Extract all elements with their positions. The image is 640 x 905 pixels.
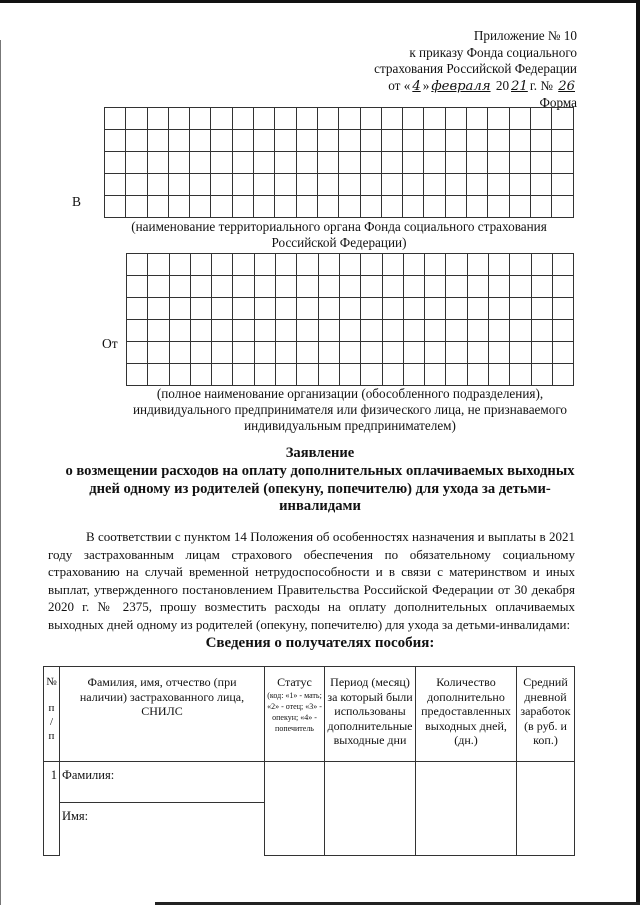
scan-border-top (0, 0, 640, 3)
grid-cell[interactable] (232, 130, 253, 152)
grid-cell[interactable] (531, 342, 552, 364)
grid-cell[interactable] (489, 298, 510, 320)
grid-cell[interactable] (339, 364, 360, 386)
sender-caption: (полное наименование организации (обособленного подразделения), индивидуального предпринимателя или физического лица, не признаваемого индивидуальным предпринимателем) (132, 386, 568, 433)
grid-cell[interactable] (339, 320, 360, 342)
grid-cell[interactable] (318, 364, 339, 386)
grid-cell[interactable] (382, 320, 403, 342)
grid-cell[interactable] (276, 364, 297, 386)
handwritten-day: 4 (412, 78, 421, 94)
grid-cell[interactable] (445, 152, 466, 174)
grid-cell[interactable] (254, 320, 275, 342)
header-fio: Фамилия, имя, отчество (при наличии) застрахованного лица, СНИЛС (60, 667, 265, 762)
grid-cell[interactable] (424, 108, 445, 130)
grid-cell[interactable] (360, 108, 381, 130)
grid-cell[interactable] (489, 364, 510, 386)
grid-cell[interactable] (467, 108, 488, 130)
grid-cell[interactable] (190, 364, 211, 386)
grid-cell[interactable] (275, 108, 296, 130)
grid-cell[interactable] (445, 196, 466, 218)
grid-cell[interactable] (254, 342, 275, 364)
header-row-number: № п / п (44, 667, 60, 762)
grid-cell[interactable] (127, 276, 148, 298)
grid-cell[interactable] (381, 174, 402, 196)
grid-cell[interactable] (276, 342, 297, 364)
grid-cell[interactable] (531, 364, 552, 386)
table-header-row (44, 667, 575, 762)
grid-cell[interactable] (317, 130, 338, 152)
grid-cell[interactable] (446, 320, 467, 342)
grid-cell[interactable] (276, 320, 297, 342)
grid-cell[interactable] (169, 342, 190, 364)
grid-cell[interactable] (552, 196, 573, 218)
grid-cell[interactable] (467, 298, 488, 320)
grid-cell[interactable] (317, 196, 338, 218)
appendix-number: Приложение № 10 (473, 28, 577, 43)
grid-cell[interactable] (212, 320, 233, 342)
grid-cell[interactable] (425, 364, 446, 386)
grid-cell[interactable] (510, 320, 531, 342)
grid-cell[interactable] (403, 342, 424, 364)
grid-cell[interactable] (254, 254, 275, 276)
grid-cell[interactable] (168, 108, 189, 130)
grid-cell[interactable] (275, 196, 296, 218)
grid-cell[interactable] (126, 152, 147, 174)
recipient-label: В (72, 194, 82, 209)
grid-cell[interactable] (169, 298, 190, 320)
grid-cell[interactable] (339, 130, 360, 152)
grid-cell[interactable] (275, 174, 296, 196)
grid-cell[interactable] (403, 298, 424, 320)
grid-cell[interactable] (403, 364, 424, 386)
grid-cell[interactable] (126, 130, 147, 152)
grid-cell[interactable] (467, 364, 488, 386)
body-paragraph: В соответствии с пунктом 14 Положения об особенностях назначения и выплаты в 2021 году застрахованным лицам страхового обеспечения по обязательному социальному страхованию на случай временной нетрудоспособности и в связи с материнством и иных выплат, утвержденного постановлением Правительства Российской Федерации от 30 декабря 2020 г. № 2375, прошу возместить расходы на оплату дополнительных оплачиваемых выходных дней одному из родителей (опекуну, попечителю) для ухода за детьми-инвалидами: (48, 529, 575, 632)
grid-cell[interactable] (446, 364, 467, 386)
grid-row (105, 108, 574, 130)
grid-cell[interactable] (317, 108, 338, 130)
handwritten-year: 21 (511, 78, 528, 94)
grid-cell[interactable] (552, 342, 573, 364)
grid-cell[interactable] (467, 320, 488, 342)
handwritten-month: февраля (431, 78, 491, 94)
grid-cell[interactable] (467, 254, 488, 276)
grid-row (127, 298, 574, 320)
grid-cell[interactable] (382, 254, 403, 276)
grid-cell[interactable] (531, 320, 552, 342)
grid-cell[interactable] (127, 320, 148, 342)
grid-cell[interactable] (445, 174, 466, 196)
grid-cell[interactable] (403, 108, 424, 130)
recipient-caption: (наименование территориального органа Фонда социального страхования Российской Федерации) (131, 219, 547, 250)
grid-cell[interactable] (552, 364, 573, 386)
grid-cell[interactable] (445, 130, 466, 152)
grid-cell[interactable] (488, 152, 509, 174)
grid-cell[interactable] (148, 298, 169, 320)
grid-cell[interactable] (211, 108, 232, 130)
grid-cell[interactable] (552, 320, 573, 342)
grid-cell[interactable] (318, 320, 339, 342)
grid-cell[interactable] (552, 276, 573, 298)
grid-cell[interactable] (296, 108, 317, 130)
grid-cell[interactable] (381, 108, 402, 130)
grid-cell[interactable] (424, 174, 445, 196)
grid-cell[interactable] (446, 342, 467, 364)
grid-cell[interactable] (467, 342, 488, 364)
grid-cell[interactable] (254, 298, 275, 320)
grid-cell[interactable] (169, 364, 190, 386)
grid-cell[interactable] (211, 196, 232, 218)
grid-cell[interactable] (531, 254, 552, 276)
grid-cell[interactable] (381, 130, 402, 152)
grid-cell[interactable] (190, 108, 211, 130)
header-status: Статус (код: «1» - мать; «2» - отец; «3» - опекун; «4» - попечитель (265, 667, 325, 762)
grid-cell[interactable] (317, 174, 338, 196)
grid-row (105, 174, 574, 196)
grid-cell[interactable] (403, 152, 424, 174)
grid-cell[interactable] (488, 196, 509, 218)
grid-cell[interactable] (339, 174, 360, 196)
grid-cell[interactable] (530, 152, 551, 174)
grid-cell[interactable] (233, 342, 254, 364)
grid-cell[interactable] (552, 152, 573, 174)
grid-cell[interactable] (318, 342, 339, 364)
sender-label: От (102, 336, 118, 351)
grid-cell[interactable] (403, 254, 424, 276)
grid-row (105, 152, 574, 174)
grid-cell[interactable] (381, 196, 402, 218)
grid-cell[interactable] (382, 298, 403, 320)
grid-cell[interactable] (126, 174, 147, 196)
grid-cell[interactable] (297, 342, 318, 364)
grid-cell[interactable] (168, 174, 189, 196)
grid-cell[interactable] (254, 174, 275, 196)
grid-cell[interactable] (424, 152, 445, 174)
grid-cell[interactable] (489, 276, 510, 298)
order-line-2: страхования Российской Федерации (374, 61, 577, 76)
grid-cell[interactable] (232, 196, 253, 218)
grid-cell[interactable] (552, 254, 573, 276)
grid-cell[interactable] (489, 320, 510, 342)
grid-cell[interactable] (488, 174, 509, 196)
grid-cell[interactable] (212, 342, 233, 364)
grid-cell[interactable] (467, 130, 488, 152)
earnings-field[interactable] (517, 762, 575, 856)
grid-cell[interactable] (318, 254, 339, 276)
grid-cell[interactable] (254, 364, 275, 386)
sender-input-grid[interactable] (126, 253, 574, 386)
grid-cell[interactable] (467, 196, 488, 218)
grid-cell[interactable] (276, 276, 297, 298)
grid-cell[interactable] (233, 254, 254, 276)
grid-cell[interactable] (190, 298, 211, 320)
grid-row (127, 364, 574, 386)
grid-cell[interactable] (147, 152, 168, 174)
grid-cell[interactable] (147, 196, 168, 218)
grid-cell[interactable] (509, 174, 530, 196)
grid-cell[interactable] (339, 298, 360, 320)
grid-cell[interactable] (126, 108, 147, 130)
grid-cell[interactable] (233, 298, 254, 320)
period-field[interactable] (325, 762, 416, 856)
grid-cell[interactable] (360, 174, 381, 196)
grid-cell[interactable] (489, 254, 510, 276)
grid-cell[interactable] (509, 196, 530, 218)
grid-cell[interactable] (530, 108, 551, 130)
grid-cell[interactable] (318, 298, 339, 320)
grid-cell[interactable] (148, 364, 169, 386)
grid-cell[interactable] (254, 276, 275, 298)
grid-cell[interactable] (360, 130, 381, 152)
grid-cell[interactable] (509, 152, 530, 174)
grid-cell[interactable] (510, 254, 531, 276)
grid-cell[interactable] (510, 342, 531, 364)
grid-cell[interactable] (105, 108, 126, 130)
grid-cell[interactable] (105, 152, 126, 174)
grid-cell[interactable] (168, 130, 189, 152)
grid-cell[interactable] (467, 174, 488, 196)
grid-cell[interactable] (212, 276, 233, 298)
grid-cell[interactable] (105, 196, 126, 218)
grid-cell[interactable] (275, 130, 296, 152)
order-line-1: к приказу Фонда социального (409, 44, 577, 60)
grid-cell[interactable] (211, 152, 232, 174)
grid-cell[interactable] (148, 342, 169, 364)
grid-cell[interactable] (425, 276, 446, 298)
grid-cell[interactable] (233, 364, 254, 386)
grid-cell[interactable] (361, 254, 382, 276)
header-earnings: Средний дневной заработок (в руб. и коп.) (517, 667, 575, 762)
form-label: Форма (539, 95, 577, 110)
grid-cell[interactable] (382, 364, 403, 386)
grid-cell[interactable] (296, 174, 317, 196)
grid-cell[interactable] (403, 174, 424, 196)
grid-cell[interactable] (552, 108, 573, 130)
grid-cell[interactable] (254, 108, 275, 130)
grid-cell[interactable] (190, 196, 211, 218)
grid-cell[interactable] (276, 298, 297, 320)
grid-row (127, 342, 574, 364)
grid-cell[interactable] (339, 196, 360, 218)
grid-cell[interactable] (148, 320, 169, 342)
grid-cell[interactable] (424, 130, 445, 152)
grid-cell[interactable] (361, 276, 382, 298)
grid-cell[interactable] (552, 174, 573, 196)
grid-cell[interactable] (445, 108, 466, 130)
grid-cell[interactable] (126, 196, 147, 218)
grid-cell[interactable] (339, 276, 360, 298)
grid-cell[interactable] (232, 108, 253, 130)
grid-cell[interactable] (403, 130, 424, 152)
header-days: Количество дополнительно предоставленных выходных дней, (дн.) (416, 667, 517, 762)
grid-cell[interactable] (168, 152, 189, 174)
handwritten-order-number: 26 (558, 78, 575, 94)
grid-cell[interactable] (190, 174, 211, 196)
grid-cell[interactable] (232, 174, 253, 196)
grid-cell[interactable] (168, 196, 189, 218)
grid-cell[interactable] (403, 276, 424, 298)
recipient-input-grid[interactable] (104, 107, 574, 218)
grid-cell[interactable] (211, 174, 232, 196)
grid-cell[interactable] (212, 298, 233, 320)
grid-cell[interactable] (147, 174, 168, 196)
grid-cell[interactable] (467, 276, 488, 298)
grid-cell[interactable] (297, 320, 318, 342)
days-field[interactable] (416, 762, 517, 856)
grid-cell[interactable] (254, 196, 275, 218)
table-row (44, 762, 575, 803)
document-title: Заявление о возмещении расходов на оплату дополнительных оплачиваемых выходных дней одному из родителей (опекуну, попечителю) для ухода за детьми- инвалидами (65, 445, 575, 515)
grid-cell[interactable] (297, 254, 318, 276)
grid-cell[interactable] (425, 342, 446, 364)
grid-cell[interactable] (530, 174, 551, 196)
grid-cell[interactable] (339, 342, 360, 364)
grid-cell[interactable] (127, 364, 148, 386)
grid-cell[interactable] (190, 342, 211, 364)
grid-row (105, 130, 574, 152)
grid-cell[interactable] (339, 254, 360, 276)
grid-cell[interactable] (297, 298, 318, 320)
name-field[interactable]: Имя: (60, 803, 265, 856)
grid-cell[interactable] (254, 152, 275, 174)
grid-cell[interactable] (190, 276, 211, 298)
grid-cell[interactable] (233, 320, 254, 342)
grid-cell[interactable] (382, 276, 403, 298)
grid-cell[interactable] (360, 196, 381, 218)
grid-cell[interactable] (424, 196, 445, 218)
grid-cell[interactable] (276, 254, 297, 276)
grid-cell[interactable] (467, 152, 488, 174)
grid-cell[interactable] (147, 130, 168, 152)
grid-cell[interactable] (360, 152, 381, 174)
grid-cell[interactable] (127, 254, 148, 276)
section-title: Сведения о получателях пособия: (205, 635, 435, 651)
grid-cell[interactable] (446, 254, 467, 276)
grid-cell[interactable] (296, 130, 317, 152)
appendix-header (374, 28, 577, 112)
grid-cell[interactable] (425, 298, 446, 320)
grid-cell[interactable] (510, 276, 531, 298)
grid-cell[interactable] (169, 276, 190, 298)
grid-cell[interactable] (148, 254, 169, 276)
scan-border-left (0, 40, 1, 905)
grid-cell[interactable] (446, 298, 467, 320)
grid-cell[interactable] (297, 364, 318, 386)
grid-cell[interactable] (403, 320, 424, 342)
grid-cell[interactable] (403, 196, 424, 218)
grid-cell[interactable] (339, 152, 360, 174)
status-field[interactable] (265, 762, 325, 856)
grid-cell[interactable] (446, 276, 467, 298)
grid-cell[interactable] (531, 298, 552, 320)
header-period: Период (месяц) за который были использованы дополнительные выходные дни (325, 667, 416, 762)
grid-cell[interactable] (552, 298, 573, 320)
grid-cell[interactable] (509, 108, 530, 130)
grid-cell[interactable] (169, 254, 190, 276)
surname-field[interactable]: Фамилия: (60, 762, 265, 803)
grid-cell[interactable] (169, 320, 190, 342)
grid-cell[interactable] (127, 342, 148, 364)
grid-cell[interactable] (318, 276, 339, 298)
grid-cell[interactable] (232, 152, 253, 174)
scan-border-right (636, 0, 640, 905)
grid-cell[interactable] (105, 130, 126, 152)
grid-row (127, 254, 574, 276)
grid-cell[interactable] (296, 152, 317, 174)
grid-cell[interactable] (296, 196, 317, 218)
grid-cell[interactable] (148, 276, 169, 298)
grid-cell[interactable] (531, 276, 552, 298)
grid-cell[interactable] (190, 152, 211, 174)
grid-cell[interactable] (382, 342, 403, 364)
grid-cell[interactable] (552, 130, 573, 152)
grid-cell[interactable] (510, 298, 531, 320)
grid-cell[interactable] (530, 130, 551, 152)
grid-cell[interactable] (361, 298, 382, 320)
grid-row (127, 320, 574, 342)
grid-cell[interactable] (510, 364, 531, 386)
grid-cell[interactable] (425, 320, 446, 342)
row-number: 1 (44, 762, 60, 856)
order-date: от « 4 » февраля 20 21 г. № 26 (388, 77, 575, 94)
grid-row (127, 276, 574, 298)
grid-cell[interactable] (212, 364, 233, 386)
grid-cell[interactable] (233, 276, 254, 298)
grid-cell[interactable] (317, 152, 338, 174)
grid-cell[interactable] (489, 342, 510, 364)
grid-cell[interactable] (530, 196, 551, 218)
grid-cell[interactable] (361, 342, 382, 364)
grid-row (105, 196, 574, 218)
grid-cell[interactable] (190, 254, 211, 276)
grid-cell[interactable] (190, 130, 211, 152)
grid-cell[interactable] (297, 276, 318, 298)
grid-cell[interactable] (339, 108, 360, 130)
grid-cell[interactable] (190, 320, 211, 342)
grid-cell[interactable] (488, 108, 509, 130)
grid-cell[interactable] (488, 130, 509, 152)
grid-cell[interactable] (254, 130, 275, 152)
grid-cell[interactable] (361, 364, 382, 386)
grid-cell[interactable] (381, 152, 402, 174)
grid-cell[interactable] (425, 254, 446, 276)
grid-cell[interactable] (147, 108, 168, 130)
grid-cell[interactable] (361, 320, 382, 342)
grid-cell[interactable] (211, 130, 232, 152)
grid-cell[interactable] (509, 130, 530, 152)
grid-cell[interactable] (105, 174, 126, 196)
grid-cell[interactable] (212, 254, 233, 276)
recipients-table (43, 666, 575, 856)
grid-cell[interactable] (275, 152, 296, 174)
grid-cell[interactable] (127, 298, 148, 320)
